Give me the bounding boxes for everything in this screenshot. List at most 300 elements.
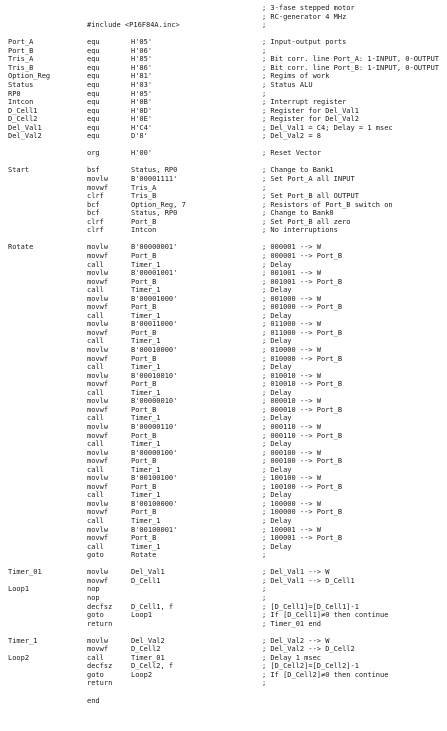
code-operand: B'00100001' bbox=[131, 525, 178, 534]
code-mnemonic: movwf bbox=[87, 457, 109, 466]
code-comment: ; Timer_01 end bbox=[262, 619, 322, 628]
code-comment: ; 001000 --> W bbox=[262, 294, 322, 303]
code-operand: B'00000100' bbox=[131, 448, 178, 457]
code-comment: ; Del_Val2 --> W bbox=[262, 636, 330, 645]
code-comment: ; Delay bbox=[262, 286, 292, 295]
code-mnemonic: equ bbox=[87, 115, 100, 124]
code-mnemonic: movlw bbox=[87, 269, 109, 278]
code-mnemonic: call bbox=[87, 286, 104, 295]
code-label: Intcon bbox=[8, 98, 34, 107]
code-comment: ; Del_Val1 --> D_Cell1 bbox=[262, 576, 355, 585]
code-line bbox=[0, 22, 447, 30]
code-line bbox=[0, 262, 447, 270]
code-comment: ; Set Port_B all OUTPUT bbox=[262, 192, 359, 201]
code-line bbox=[0, 330, 447, 338]
code-line bbox=[0, 475, 447, 483]
code-operand: Loop1 bbox=[131, 611, 153, 620]
code-operand: B'00000001' bbox=[131, 243, 178, 252]
code-comment: ; No interruptions bbox=[262, 226, 338, 235]
code-comment: ; Register for Del_Val1 bbox=[262, 106, 359, 115]
code-mnemonic: movlw bbox=[87, 371, 109, 380]
code-mnemonic: clrf bbox=[87, 217, 104, 226]
code-line bbox=[0, 595, 447, 603]
code-comment: ; Change to Bank0 bbox=[262, 209, 334, 218]
code-comment: ; Delay 1 msec bbox=[262, 653, 322, 662]
code-mnemonic: movwf bbox=[87, 645, 109, 654]
code-line bbox=[0, 244, 447, 252]
code-operand: B'00000010' bbox=[131, 397, 178, 406]
code-operand: Timer_1 bbox=[131, 260, 161, 269]
code-comment: ; Del_Val2 = 8 bbox=[262, 132, 322, 141]
code-line bbox=[0, 210, 447, 218]
code-operand: Loop2 bbox=[131, 670, 153, 679]
code-comment: ; bbox=[262, 21, 267, 30]
code-operand: H'06' bbox=[131, 46, 153, 55]
code-mnemonic: call bbox=[87, 491, 104, 500]
code-line bbox=[0, 612, 447, 620]
code-comment: ; 000110 --> W bbox=[262, 422, 322, 431]
code-mnemonic: movlw bbox=[87, 397, 109, 406]
code-mnemonic: call bbox=[87, 311, 104, 320]
code-line bbox=[0, 415, 447, 423]
code-label: Loop2 bbox=[8, 653, 30, 662]
code-mnemonic: nop bbox=[87, 585, 100, 594]
code-comment: ; Delay bbox=[262, 337, 292, 346]
code-mnemonic: equ bbox=[87, 72, 100, 81]
code-mnemonic: equ bbox=[87, 63, 100, 72]
code-line bbox=[0, 441, 447, 449]
code-line bbox=[0, 680, 447, 688]
code-line bbox=[0, 193, 447, 201]
code-comment: ; bbox=[262, 679, 267, 688]
code-comment: ; Del_Val1 = C4; Delay = 1 msec bbox=[262, 123, 393, 132]
code-mnemonic: movlw bbox=[87, 525, 109, 534]
code-comment: ; 001001 --> Port_B bbox=[262, 277, 343, 286]
code-mnemonic: movlw bbox=[87, 422, 109, 431]
code-operand: Timer_1 bbox=[131, 517, 161, 525]
code-label: Del_Val1 bbox=[8, 123, 42, 132]
code-operand: Intcon bbox=[131, 226, 157, 235]
code-line bbox=[0, 638, 447, 646]
code-comment: ; Delay bbox=[262, 542, 292, 551]
code-line bbox=[0, 356, 447, 364]
code-mnemonic: end bbox=[87, 696, 100, 705]
code-operand: Port_B bbox=[131, 405, 157, 414]
code-operand: Port_B bbox=[131, 380, 157, 389]
code-operand: Tris_B bbox=[131, 192, 157, 201]
code-line bbox=[0, 672, 447, 680]
code-operand: H'05' bbox=[131, 38, 153, 47]
code-operand: Tris_A bbox=[131, 183, 157, 192]
code-mnemonic: movlw bbox=[87, 636, 109, 645]
code-line bbox=[0, 544, 447, 552]
code-mnemonic: decfsz bbox=[87, 662, 113, 671]
code-operand: Timer_1 bbox=[131, 337, 161, 346]
code-operand: B'00100000' bbox=[131, 499, 178, 508]
code-line bbox=[0, 296, 447, 304]
code-label: D_Cell2 bbox=[8, 115, 38, 124]
code-line bbox=[0, 364, 447, 372]
code-line bbox=[0, 655, 447, 663]
code-line bbox=[0, 424, 447, 432]
code-operand: H'86' bbox=[131, 63, 153, 72]
code-line bbox=[0, 535, 447, 543]
code-label: D_Cell1 bbox=[8, 106, 38, 115]
code-comment: ; Change to Bank1 bbox=[262, 166, 334, 175]
code-comment: ; Delay bbox=[262, 465, 292, 474]
code-line bbox=[0, 561, 447, 569]
code-line bbox=[0, 39, 447, 47]
code-comment: ; 000001 --> Port_B bbox=[262, 251, 343, 260]
code-line bbox=[0, 159, 447, 167]
code-operand: Port_B bbox=[131, 354, 157, 363]
code-comment: ; 3-fase stepped motor bbox=[262, 4, 355, 12]
code-comment: ; 100001 --> W bbox=[262, 525, 322, 534]
code-comment: ; 100100 --> W bbox=[262, 474, 322, 483]
code-comment: ; RC-generator 4 MHz bbox=[262, 12, 347, 21]
code-comment: ; Resistors of Port_B switch on bbox=[262, 200, 393, 209]
code-operand: D_Cell1, f bbox=[131, 602, 174, 611]
code-line bbox=[0, 99, 447, 107]
code-comment: ; 000100 --> Port_B bbox=[262, 457, 343, 466]
code-line bbox=[0, 501, 447, 509]
code-label: Port_A bbox=[8, 38, 34, 47]
code-mnemonic: goto bbox=[87, 611, 104, 620]
code-line bbox=[0, 407, 447, 415]
code-line bbox=[0, 698, 447, 706]
code-line bbox=[0, 381, 447, 389]
code-operand: D'8' bbox=[131, 132, 148, 141]
code-operand: H'0E' bbox=[131, 115, 153, 124]
code-operand: B'00011000' bbox=[131, 320, 178, 329]
code-operand: Timer_1 bbox=[131, 363, 161, 372]
code-line bbox=[0, 467, 447, 475]
code-comment: ; If [D_Cell1]≠0 then continue bbox=[262, 611, 389, 620]
code-line bbox=[0, 569, 447, 577]
code-mnemonic: movwf bbox=[87, 482, 109, 491]
code-mnemonic: bcf bbox=[87, 200, 100, 209]
code-comment: ; [D_Cell1]=[D_Cell1]-1 bbox=[262, 602, 359, 611]
code-operand: Timer_1 bbox=[131, 414, 161, 423]
code-label: Del_Val2 bbox=[8, 132, 42, 141]
code-comment: ; Register for Del_Val2 bbox=[262, 115, 359, 124]
code-comment: ; [D_Cell2]=[D_Cell2]-1 bbox=[262, 662, 359, 671]
code-label: Status bbox=[8, 80, 34, 89]
code-operand: H'03' bbox=[131, 80, 153, 89]
code-mnemonic: call bbox=[87, 363, 104, 372]
code-mnemonic: return bbox=[87, 619, 113, 628]
code-line bbox=[0, 304, 447, 312]
code-label: Start bbox=[8, 166, 30, 175]
code-operand: B'00001111' bbox=[131, 175, 178, 183]
code-comment: ; Bit corr. line Port_B: 1-INPUT, 0-OUTPUT bbox=[262, 63, 440, 72]
code-operand: Timer_01 bbox=[131, 653, 165, 662]
code-line bbox=[0, 125, 447, 133]
code-line bbox=[0, 253, 447, 261]
code-label: Port_B bbox=[8, 46, 34, 55]
code-mnemonic: movlw bbox=[87, 568, 109, 577]
code-comment: ; Delay bbox=[262, 440, 292, 449]
code-label: RP0 bbox=[8, 89, 21, 98]
code-line bbox=[0, 185, 447, 193]
code-operand: Timer_1 bbox=[131, 440, 161, 449]
code-operand: Timer_1 bbox=[131, 388, 161, 397]
code-line bbox=[0, 167, 447, 175]
code-mnemonic: org bbox=[87, 149, 100, 158]
code-comment: ; bbox=[262, 183, 267, 192]
code-comment: ; 010010 --> W bbox=[262, 371, 322, 380]
code-operand: Port_B bbox=[131, 534, 157, 543]
code-mnemonic: equ bbox=[87, 38, 100, 47]
code-line bbox=[0, 82, 447, 90]
code-line bbox=[0, 347, 447, 355]
code-mnemonic: movlw bbox=[87, 320, 109, 329]
code-operand: Port_B bbox=[131, 251, 157, 260]
code-line bbox=[0, 227, 447, 235]
code-mnemonic: call bbox=[87, 388, 104, 397]
code-mnemonic: return bbox=[87, 679, 113, 688]
code-mnemonic: movwf bbox=[87, 354, 109, 363]
code-operand: Timer_1 bbox=[131, 491, 161, 500]
code-mnemonic: call bbox=[87, 517, 104, 525]
code-mnemonic: decfsz bbox=[87, 602, 113, 611]
code-operand: Port_B bbox=[131, 457, 157, 466]
code-line bbox=[0, 586, 447, 594]
code-comment: ; Set Port_A all INPUT bbox=[262, 175, 355, 183]
code-line bbox=[0, 150, 447, 158]
code-operand: Timer_1 bbox=[131, 465, 161, 474]
code-comment: ; Delay bbox=[262, 414, 292, 423]
code-line bbox=[0, 321, 447, 329]
code-comment: ; Status ALU bbox=[262, 80, 313, 89]
code-mnemonic: movwf bbox=[87, 405, 109, 414]
code-line bbox=[0, 621, 447, 629]
code-line bbox=[0, 116, 447, 124]
code-operand: Port_B bbox=[131, 217, 157, 226]
code-comment: ; 000010 --> Port_B bbox=[262, 405, 343, 414]
code-comment: ; 001001 --> W bbox=[262, 269, 322, 278]
code-operand: H'00' bbox=[131, 149, 153, 158]
code-comment: ; bbox=[262, 46, 267, 55]
code-line bbox=[0, 373, 447, 381]
code-operand: H'C4' bbox=[131, 123, 153, 132]
code-operand: Del_Val2 bbox=[131, 636, 165, 645]
code-operand: Status, RP0 bbox=[131, 166, 178, 175]
code-mnemonic: movwf bbox=[87, 328, 109, 337]
code-mnemonic: movlw bbox=[87, 448, 109, 457]
code-mnemonic: movwf bbox=[87, 183, 109, 192]
code-mnemonic: call bbox=[87, 653, 104, 662]
code-mnemonic: movwf bbox=[87, 303, 109, 312]
code-comment: ; Delay bbox=[262, 363, 292, 372]
code-line bbox=[0, 108, 447, 116]
code-comment: ; bbox=[262, 585, 267, 594]
code-operand: H'81' bbox=[131, 72, 153, 81]
code-comment: ; If [D_Cell2]≠0 then continue bbox=[262, 670, 389, 679]
code-line bbox=[0, 176, 447, 184]
code-operand: H'0B' bbox=[131, 98, 153, 107]
code-mnemonic: equ bbox=[87, 106, 100, 115]
code-operand: Option_Reg, 7 bbox=[131, 200, 186, 209]
code-comment: ; 010000 --> W bbox=[262, 346, 322, 354]
code-label: Timer_1 bbox=[8, 636, 38, 645]
code-line bbox=[0, 31, 447, 39]
code-comment: ; bbox=[262, 551, 267, 560]
code-mnemonic: #include <P16F84A.inc> bbox=[87, 21, 180, 30]
code-operand: B'00010000' bbox=[131, 346, 178, 354]
code-mnemonic: call bbox=[87, 414, 104, 423]
code-comment: ; Delay bbox=[262, 491, 292, 500]
code-operand: B'00010010' bbox=[131, 371, 178, 380]
code-line bbox=[0, 91, 447, 99]
code-line bbox=[0, 142, 447, 150]
code-label: Rotate bbox=[8, 243, 34, 252]
code-comment: ; bbox=[262, 89, 267, 98]
code-line bbox=[0, 14, 447, 22]
code-mnemonic: movlw bbox=[87, 243, 109, 252]
code-comment: ; Delay bbox=[262, 260, 292, 269]
code-comment: ; Input-output ports bbox=[262, 38, 347, 47]
code-operand: Port_B bbox=[131, 508, 157, 517]
code-operand: Port_B bbox=[131, 482, 157, 491]
code-line bbox=[0, 270, 447, 278]
code-comment: ; Del_Val1 --> W bbox=[262, 568, 330, 577]
code-mnemonic: movwf bbox=[87, 576, 109, 585]
code-line bbox=[0, 433, 447, 441]
code-comment: ; 000001 --> W bbox=[262, 243, 322, 252]
code-comment: ; 000010 --> W bbox=[262, 397, 322, 406]
code-operand: Port_B bbox=[131, 328, 157, 337]
code-mnemonic: movwf bbox=[87, 251, 109, 260]
code-comment: ; 000110 --> Port_B bbox=[262, 431, 343, 440]
code-comment: ; 010010 --> Port_B bbox=[262, 380, 343, 389]
code-operand: Rotate bbox=[131, 551, 157, 560]
code-mnemonic: call bbox=[87, 542, 104, 551]
code-line bbox=[0, 484, 447, 492]
code-mnemonic: call bbox=[87, 337, 104, 346]
code-line bbox=[0, 646, 447, 654]
code-comment: ; bbox=[262, 593, 267, 602]
code-comment: ; 001000 --> Port_B bbox=[262, 303, 343, 312]
code-comment: ; Delay bbox=[262, 311, 292, 320]
code-operand: H'85' bbox=[131, 55, 153, 64]
code-line bbox=[0, 552, 447, 560]
code-mnemonic: equ bbox=[87, 132, 100, 141]
code-mnemonic: movlw bbox=[87, 346, 109, 354]
code-line bbox=[0, 133, 447, 141]
code-line bbox=[0, 219, 447, 227]
code-comment: ; Delay bbox=[262, 517, 292, 525]
code-operand: Timer_1 bbox=[131, 311, 161, 320]
code-mnemonic: movlw bbox=[87, 499, 109, 508]
code-line bbox=[0, 202, 447, 210]
code-operand: Port_B bbox=[131, 277, 157, 286]
code-line bbox=[0, 279, 447, 287]
code-line bbox=[0, 398, 447, 406]
code-comment: ; Del_Val2 --> D_Cell2 bbox=[262, 645, 355, 654]
code-operand: H'0D' bbox=[131, 106, 153, 115]
code-line bbox=[0, 458, 447, 466]
code-mnemonic: nop bbox=[87, 593, 100, 602]
code-line bbox=[0, 629, 447, 637]
code-line bbox=[0, 73, 447, 81]
code-comment: ; 100000 --> Port_B bbox=[262, 508, 343, 517]
code-mnemonic: goto bbox=[87, 551, 104, 560]
code-comment: ; 100000 --> W bbox=[262, 499, 322, 508]
code-operand: B'00000110' bbox=[131, 422, 178, 431]
code-mnemonic: equ bbox=[87, 98, 100, 107]
code-label: Loop1 bbox=[8, 585, 30, 594]
code-operand: Port_B bbox=[131, 431, 157, 440]
code-mnemonic: movwf bbox=[87, 380, 109, 389]
code-operand: H'05' bbox=[131, 89, 153, 98]
code-comment: ; Reset Vector bbox=[262, 149, 322, 158]
code-mnemonic: equ bbox=[87, 46, 100, 55]
code-label: Timer_01 bbox=[8, 568, 42, 577]
code-operand: Timer_1 bbox=[131, 286, 161, 295]
code-operand: Timer_1 bbox=[131, 542, 161, 551]
code-mnemonic: call bbox=[87, 260, 104, 269]
code-comment: ; Delay bbox=[262, 388, 292, 397]
code-mnemonic: clrf bbox=[87, 192, 104, 201]
code-mnemonic: equ bbox=[87, 89, 100, 98]
code-mnemonic: movwf bbox=[87, 508, 109, 517]
code-mnemonic: bcf bbox=[87, 209, 100, 218]
code-operand: Del_Val1 bbox=[131, 568, 165, 577]
code-line bbox=[0, 509, 447, 517]
code-line bbox=[0, 492, 447, 500]
code-comment: ; 100100 --> Port_B bbox=[262, 482, 343, 491]
code-line bbox=[0, 450, 447, 458]
code-comment: ; Interrupt register bbox=[262, 98, 347, 107]
code-operand: Port_B bbox=[131, 303, 157, 312]
code-mnemonic: movwf bbox=[87, 534, 109, 543]
code-comment: ; 100001 --> Port_B bbox=[262, 534, 343, 543]
code-line bbox=[0, 527, 447, 535]
code-mnemonic: equ bbox=[87, 123, 100, 132]
code-operand: Status, RP0 bbox=[131, 209, 178, 218]
code-line bbox=[0, 5, 447, 13]
code-operand: D_Cell1 bbox=[131, 576, 161, 585]
code-line bbox=[0, 578, 447, 586]
code-mnemonic: movwf bbox=[87, 431, 109, 440]
code-line bbox=[0, 390, 447, 398]
code-comment: ; 010000 --> Port_B bbox=[262, 354, 343, 363]
code-operand: D_Cell2, f bbox=[131, 662, 174, 671]
code-mnemonic: equ bbox=[87, 80, 100, 89]
code-line bbox=[0, 65, 447, 73]
code-line bbox=[0, 338, 447, 346]
code-line bbox=[0, 287, 447, 295]
code-mnemonic: movlw bbox=[87, 294, 109, 303]
code-mnemonic: equ bbox=[87, 55, 100, 64]
code-mnemonic: movlw bbox=[87, 474, 109, 483]
code-comment: ; 011000 --> Port_B bbox=[262, 328, 343, 337]
code-operand: D_Cell2 bbox=[131, 645, 161, 654]
code-line bbox=[0, 313, 447, 321]
code-mnemonic: clrf bbox=[87, 226, 104, 235]
code-mnemonic: goto bbox=[87, 670, 104, 679]
code-operand: B'00001000' bbox=[131, 294, 178, 303]
code-line bbox=[0, 236, 447, 244]
code-comment: ; 000100 --> W bbox=[262, 448, 322, 457]
code-label: Option_Reg bbox=[8, 72, 51, 81]
code-comment: ; Bit corr. line Port_A: 1-INPUT, 0-OUTPUT bbox=[262, 55, 440, 64]
code-comment: ; 011000 --> W bbox=[262, 320, 322, 329]
code-operand: B'00001001' bbox=[131, 269, 178, 278]
code-mnemonic: movlw bbox=[87, 175, 109, 183]
code-label: Tris_B bbox=[8, 63, 34, 72]
